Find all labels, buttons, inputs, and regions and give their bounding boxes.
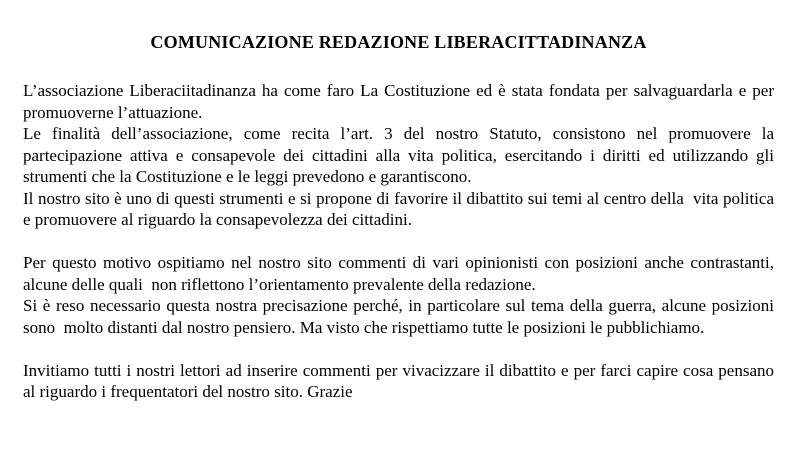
paragraph: Il nostro sito è uno di questi strumenti e si propone di favorire il dibattito sui temi al centro della vita politica e promuovere al riguardo la consapevolezza dei cittadini. (23, 188, 779, 229)
paragraph-block-intro (23, 80, 779, 231)
document-title: COMUNICAZIONE REDAZIONE LIBERACITTADINANZA (150, 32, 647, 52)
paragraph-block-invito (23, 360, 779, 403)
paragraph: Si è reso necessario questa nostra precisazione perché, in particolare sul tema della guerra, alcune posizioni sono molto distanti dal nostro pensiero. Ma visto che rispettiamo tutte le posizioni le pubblichiamo. (23, 296, 779, 337)
paragraph: L’associazione Liberaciitadinanza ha come faro La Costituzione ed è stata fondata per salvaguardarla e per promuoverne l’attuazione. (23, 81, 779, 122)
paragraph: Invitiamo tutti i nostri lettori ad inserire commenti per vivacizzare il dibattito e per farci capire cosa pensano al riguardo i frequentatori del nostro sito. Grazie (23, 360, 779, 401)
paragraph: Per questo motivo ospitiamo nel nostro sito commenti di vari opinionisti con posizioni anche contrastanti, alcune delle quali non riflettono l’orientamento prevalente della redazione. (23, 253, 779, 294)
paragraph: Le finalità dell’associazione, come recita l’art. 3 del nostro Statuto, consistono nel promuovere la partecipazione attiva e consapevole dei cittadini alla vita politica, esercitando i diritti ed utilizzando gli strumenti che la Costituzione e le leggi prevedono e garantiscono. (23, 124, 779, 186)
paragraph-block-precisazione (23, 252, 779, 338)
